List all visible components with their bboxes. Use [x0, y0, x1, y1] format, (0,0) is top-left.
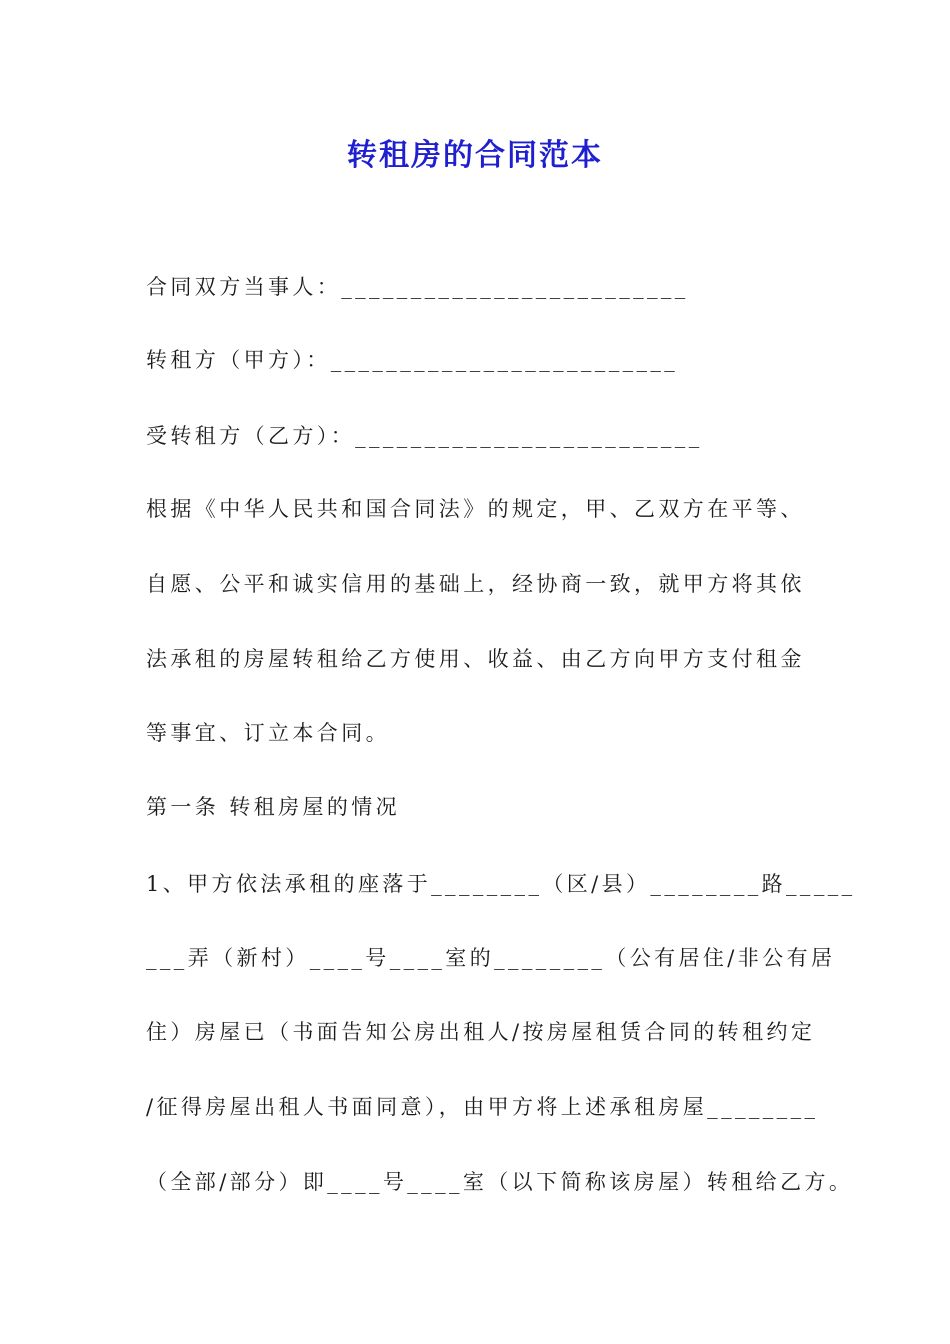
preamble-line-3: 法承租的房屋转租给乙方使用、收益、由乙方向甲方支付租金 — [146, 647, 805, 671]
article-one-heading: 第一条 转租房屋的情况 — [146, 795, 401, 819]
clause-1-line-1: 1、甲方依法承租的座落于________（区/县）________路_____ — [146, 872, 856, 896]
party-line: 合同双方当事人：_________________________ — [146, 275, 689, 299]
clause-1-line-4: /征得房屋出租人书面同意），由甲方将上述承租房屋________ — [146, 1095, 819, 1119]
sublessor-line: 转租方（甲方）：_________________________ — [146, 348, 679, 372]
clause-1-line-2: ___弄（新村）____号____室的________（公有居住/非公有居 — [146, 946, 836, 970]
preamble-line-2: 自愿、公平和诚实信用的基础上，经协商一致，就甲方将其依 — [146, 572, 805, 596]
sublessee-line: 受转租方（乙方）：_________________________ — [146, 424, 703, 448]
document-title: 转租房的合同范本 — [347, 138, 603, 173]
preamble-line-1: 根据《中华人民共和国合同法》的规定，甲、乙双方在平等、 — [146, 497, 805, 521]
preamble-line-4: 等事宜、订立本合同。 — [146, 721, 390, 745]
clause-1-line-5: （全部/部分）即____号____室（以下简称该房屋）转租给乙方。 — [146, 1170, 854, 1194]
clause-1-line-3: 住）房屋已（书面告知公房出租人/按房屋租赁合同的转租约定 — [146, 1020, 816, 1044]
